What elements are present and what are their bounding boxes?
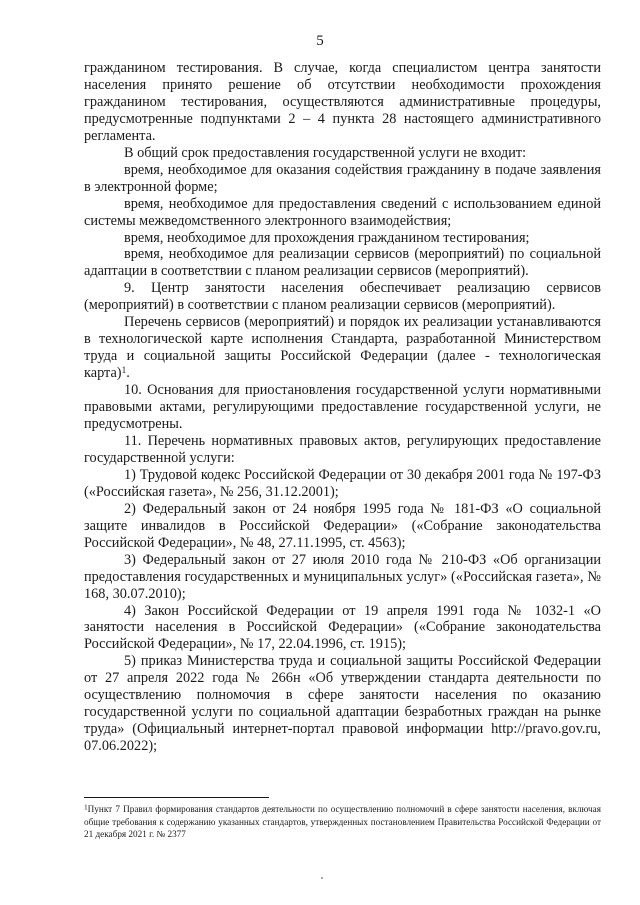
paragraph: гражданином тестирования. В случае, когда специалистом центра занятости населения принято решение об отсутствии необходимости прохождения гражданином тестирования, осуществляются административные процедуры, предусмотренные подпунктами 2 – 4 пункта 28 настоящего административного регламента. [84,60,601,144]
paragraph: время, необходимое для предоставления сведений с использованием единой системы межведомственного электронного взаимодействия; [84,195,601,229]
paragraph: В общий срок предоставления государственной услуги не входит: [124,144,527,161]
footnote [84,803,601,841]
footnote-reference[interactable]: 1 [121,365,127,376]
footnote-text: Пункт 7 Правил формирования стандартов деятельности по осуществлению полномочий в сфере занятости населения, включая общие требования к содержанию указанных стандартов, утвержденных постановлением Правительства Российской Федерации от 21 декабря 2021 г. № 2377 [84,804,601,839]
paragraph: 11. Перечень нормативных правовых актов, регулирующих предоставление государственной услуги: [84,432,601,466]
paragraph-end-punctuation: . [126,365,130,382]
paragraph: время, необходимое для прохождения гражданином тестирования; [124,229,530,246]
list-item: 5) приказ Министерства труда и социальной защиты Российской Федерации от 27 апреля 2022 года № 266н «Об утверждении стандарта деятельности по осуществлению полномочия в сфере занятости населения по оказанию государственной услуги по социальной адаптации безработных граждан на рынке труда» (Официальный интернет-портал правовой информации http://pravo.gov.ru, 07.06.2022); [84,653,601,755]
paragraph-with-footnote [84,314,601,382]
list-item: 4) Закон Российской Федерации от 19 апреля 1991 года № 1032-1 «О занятости населения в Российской Федерации» («Собрание законодательства Российской Федерации», № 17, 22.04.1996, ст. 1915); [84,602,601,653]
footnote-marker: 1 [84,802,88,812]
paragraph: время, необходимое для реализации сервисов (мероприятий) по социальной адаптации в соответствии с планом реализации сервисов (мероприятий). [84,246,601,280]
list-item: 3) Федеральный закон от 27 июля 2010 года № 210-ФЗ «Об организации предоставления государственных и муниципальных услуг» («Российская газета», № 168, 30.07.2010); [84,551,601,602]
list-item: 2) Федеральный закон от 24 ноября 1995 года № 181-ФЗ «О социальной защите инвалидов в Российской Федерации» («Собрание законодательства Российской Федерации», № 48, 27.11.1995, ст. 4563); [84,500,601,551]
list-item: 1) Трудовой кодекс Российской Федерации от 30 декабря 2001 года № 197-ФЗ («Российская газета», № 256, 31.12.2001); [84,466,601,500]
page-number: 5 [316,33,324,49]
document-body [84,60,601,755]
paragraph-text: Перечень сервисов (мероприятий) и порядок их реализации устанавливаются в технологической карте исполнения Стандарта, разработанной Министерством труда и социальной защиты Российской Федерации (далее - технологическая карта) [84,314,601,382]
paragraph: 10. Основания для приостановления государственной услуги нормативными правовыми актами, регулирующими предоставление государственной услуги, не предусмотрены. [84,382,601,433]
paragraph: 9. Центр занятости населения обеспечивает реализацию сервисов (мероприятий) в соответствии с планом реализации сервисов (мероприятий). [84,280,601,314]
paragraph: время, необходимое для оказания содействия гражданину в подаче заявления в электронной форме; [84,161,601,195]
footnote-separator [84,797,269,798]
scan-speck [321,877,323,879]
